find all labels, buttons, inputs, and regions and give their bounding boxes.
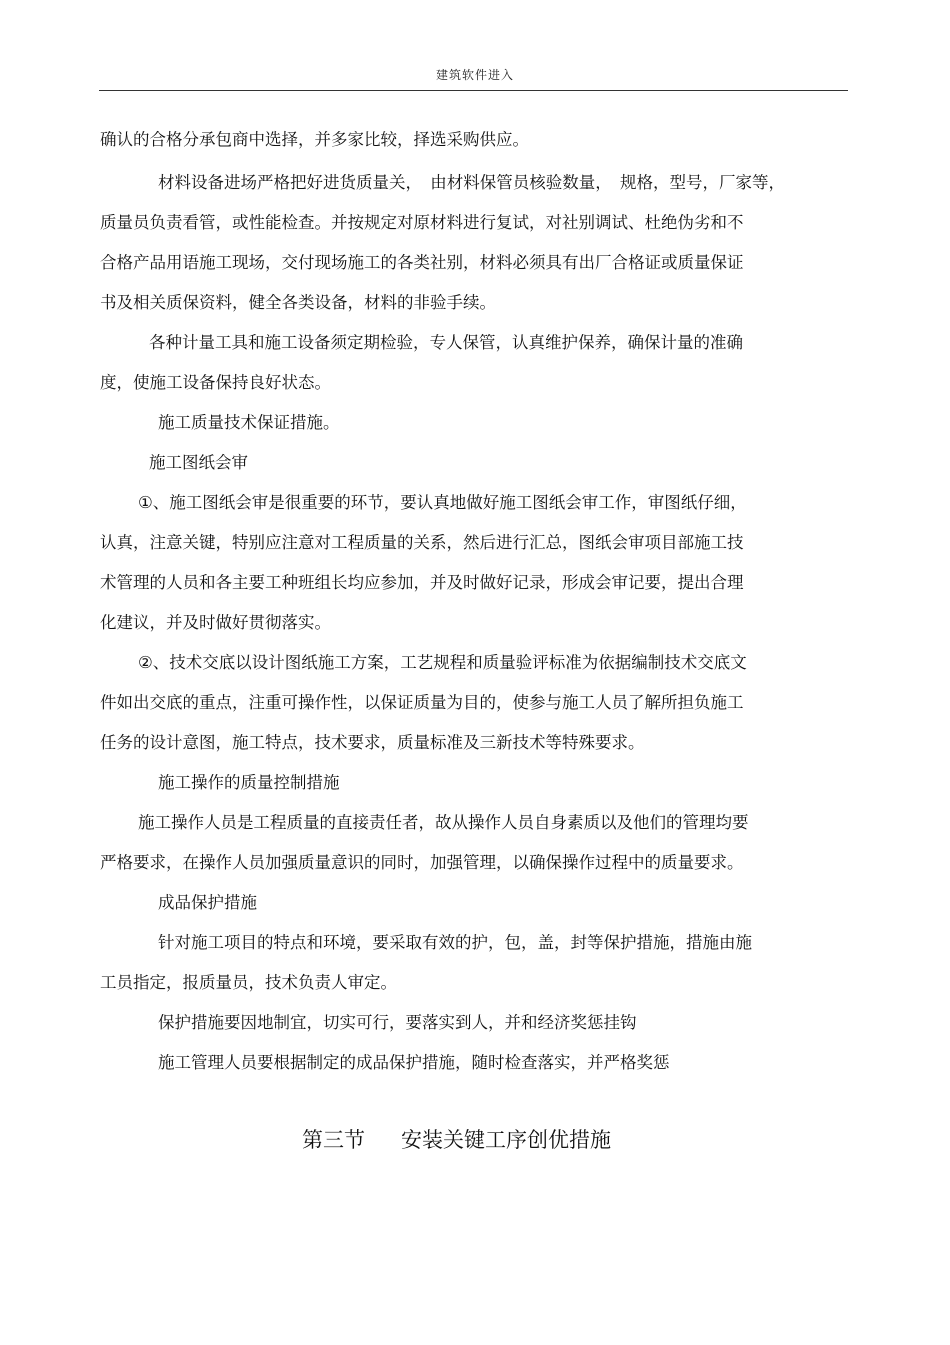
header-rule — [99, 90, 848, 91]
text-line: 施工质量技术保证措施。 — [158, 413, 340, 432]
text-line: 件如出交底的重点，注重可操作性，以保证质量为目的，使参与施工人员了解所担负施工 — [100, 693, 744, 712]
text-line: 化建议，并及时做好贯彻落实。 — [100, 613, 331, 632]
text-line: 质量员负责看管，或性能检查。并按规定对原材料进行复试，对社别调试、杜绝伪劣和不 — [100, 213, 744, 232]
text-line: 确认的合格分承包商中选择，并多家比较，择选采购供应。 — [100, 130, 529, 149]
text-line: 认真，注意关键，特别应注意对工程质量的关系，然后进行汇总，图纸会审项目部施工技 — [100, 533, 744, 552]
text-line: 材料设备进场严格把好进货质量关， 由材料保管员核验数量， 规格，型号，厂家等， — [158, 173, 785, 192]
page-header: 建筑软件进入 — [435, 68, 514, 82]
text-line: 施工操作的质量控制措施 — [158, 773, 340, 792]
text-line: 针对施工项目的特点和环境，要采取有效的护，包，盖，封等保护措施，措施由施 — [158, 933, 752, 952]
text-line: 严格要求，在操作人员加强质量意识的同时，加强管理，以确保操作过程中的质量要求。 — [100, 853, 744, 872]
text-line: 施工操作人员是工程质量的直接责任者，故从操作人员自身素质以及他们的管理均要 — [138, 813, 749, 832]
text-line: 各种计量工具和施工设备须定期检验，专人保管，认真维护保养，确保计量的准确 — [149, 333, 743, 352]
text-line: ②、技术交底以设计图纸施工方案，工艺规程和质量验评标准为依据编制技术交底文 — [138, 653, 747, 672]
text-line: 度，使施工设备保持良好状态。 — [100, 373, 331, 392]
text-line: ①、施工图纸会审是很重要的环节，要认真地做好施工图纸会审工作，审图纸仔细， — [138, 493, 747, 512]
text-line: 成品保护措施 — [158, 893, 257, 912]
text-line: 书及相关质保资料，健全各类设备，材料的非验手续。 — [100, 293, 496, 312]
text-line: 任务的设计意图，施工特点，技术要求，质量标准及三新技术等特殊要求。 — [100, 733, 645, 752]
text-line: 保护措施要因地制宜，切实可行，要落实到人，并和经济奖惩挂钩 — [158, 1013, 637, 1032]
section-number: 第三节 — [302, 1128, 365, 1152]
text-line: 施工图纸会审 — [149, 453, 248, 472]
text-line: 合格产品用语施工现场，交付现场施工的各类社别，材料必须具有出厂合格证或质量保证 — [100, 253, 744, 272]
section-heading — [302, 1126, 611, 1154]
text-line: 工员指定，报质量员，技术负责人审定。 — [100, 973, 397, 992]
text-line: 术管理的人员和各主要工种班组长均应参加，并及时做好记录，形成会审记要，提出合理 — [100, 573, 744, 592]
text-line: 施工管理人员要根据制定的成品保护措施，随时检查落实，并严格奖惩 — [158, 1053, 670, 1072]
section-title: 安装关键工序创优措施 — [401, 1128, 611, 1152]
